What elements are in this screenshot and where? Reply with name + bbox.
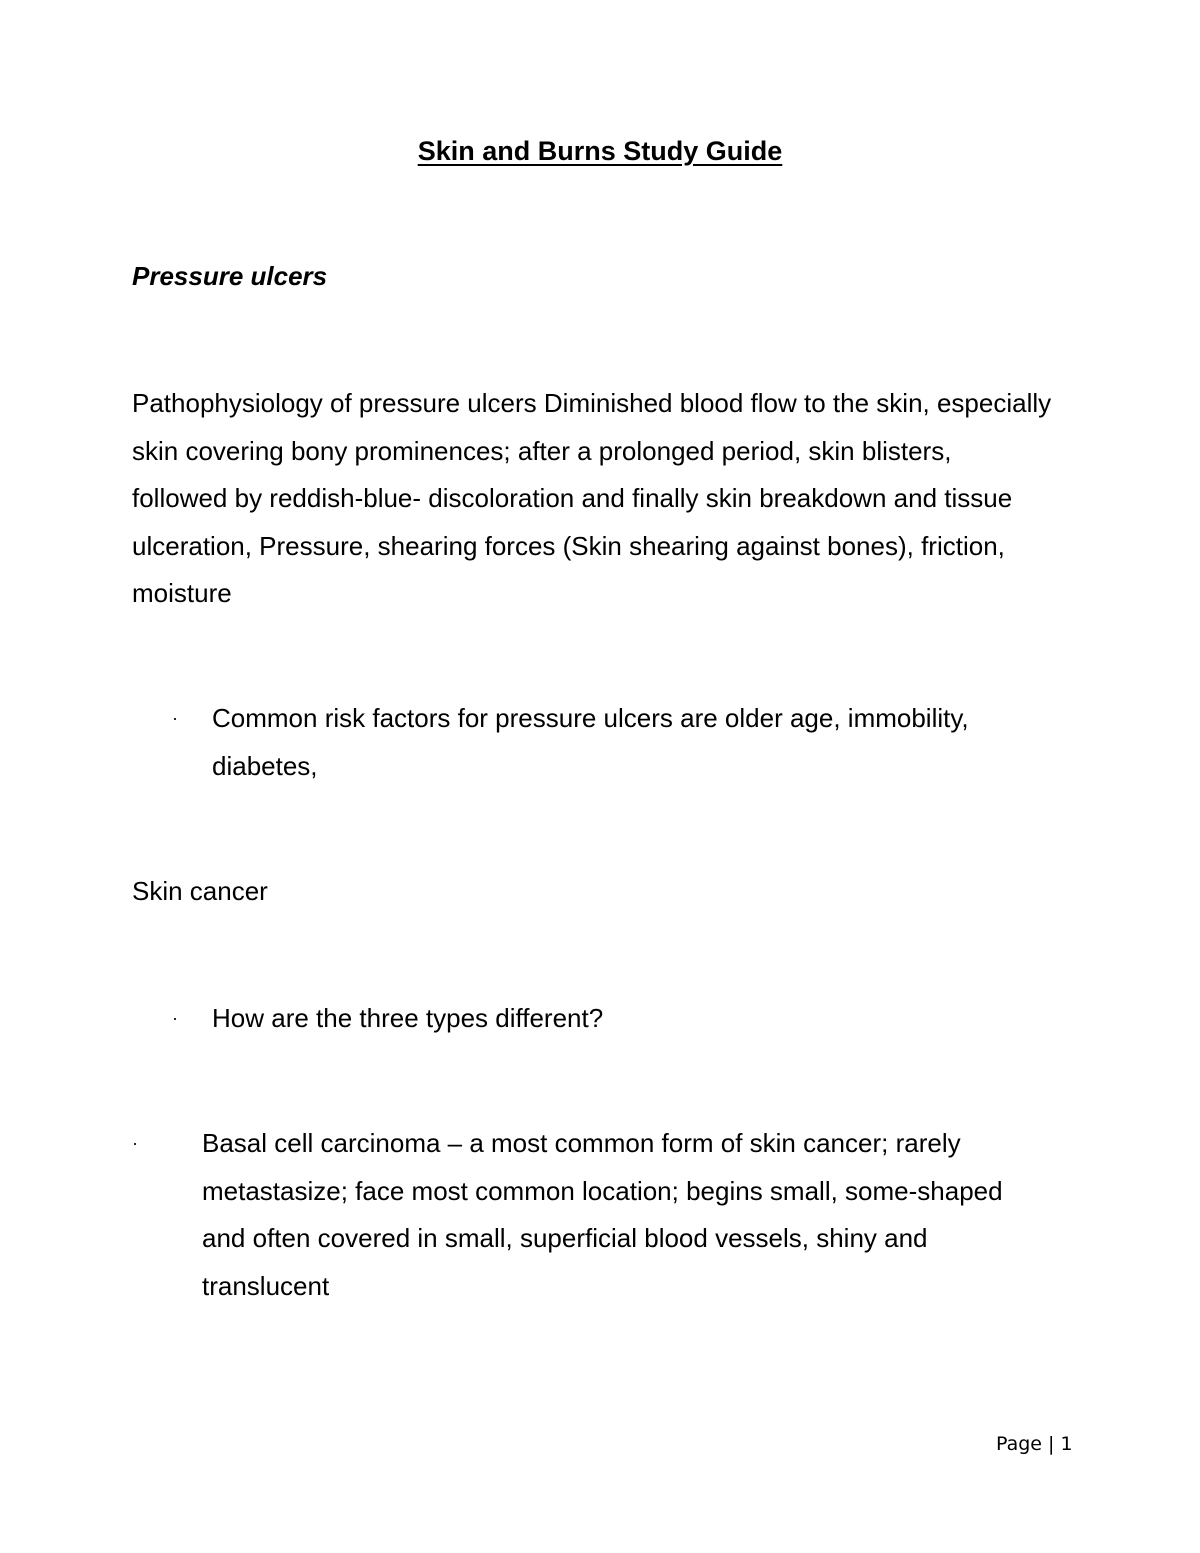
bullet-icon: ·	[172, 1008, 178, 1028]
section-heading-pressure-ulcers: Pressure ulcers	[132, 261, 328, 291]
list-item-text: How are the three types different?	[212, 1003, 604, 1033]
basal-cell-text: Basal cell carcinoma – a most common form of skin cancer; rarely metastasize; face most common location; begins small, some-shaped and often covered in small, superficial blood vessels, shiny and translucent	[202, 1128, 1003, 1301]
pathophysiology-paragraph: Pathophysiology of pressure ulcers Diminished blood flow to the skin, especially skin covering bony prominences; after a prolonged period, skin blisters, followed by reddish-blue- discoloration and finally skin breakdown and tissue ulceration, Pressure, shearing forces (Skin shearing against bones), friction, moisture	[132, 388, 1052, 608]
page-title: Skin and Burns Study Guide	[417, 136, 783, 166]
bullet-icon: ·	[132, 1133, 138, 1153]
basal-cell-paragraph	[132, 1120, 1052, 1310]
list-item-risk-factors	[172, 695, 1032, 790]
list-item-text: Common risk factors for pressure ulcers are older age, immobility, diabetes,	[212, 703, 969, 781]
list-item-three-types	[172, 995, 1032, 1043]
section-heading-skin-cancer: Skin cancer	[132, 876, 268, 906]
page-number-footer: Page | 1	[996, 1433, 1073, 1455]
bullet-icon: ·	[172, 708, 178, 728]
